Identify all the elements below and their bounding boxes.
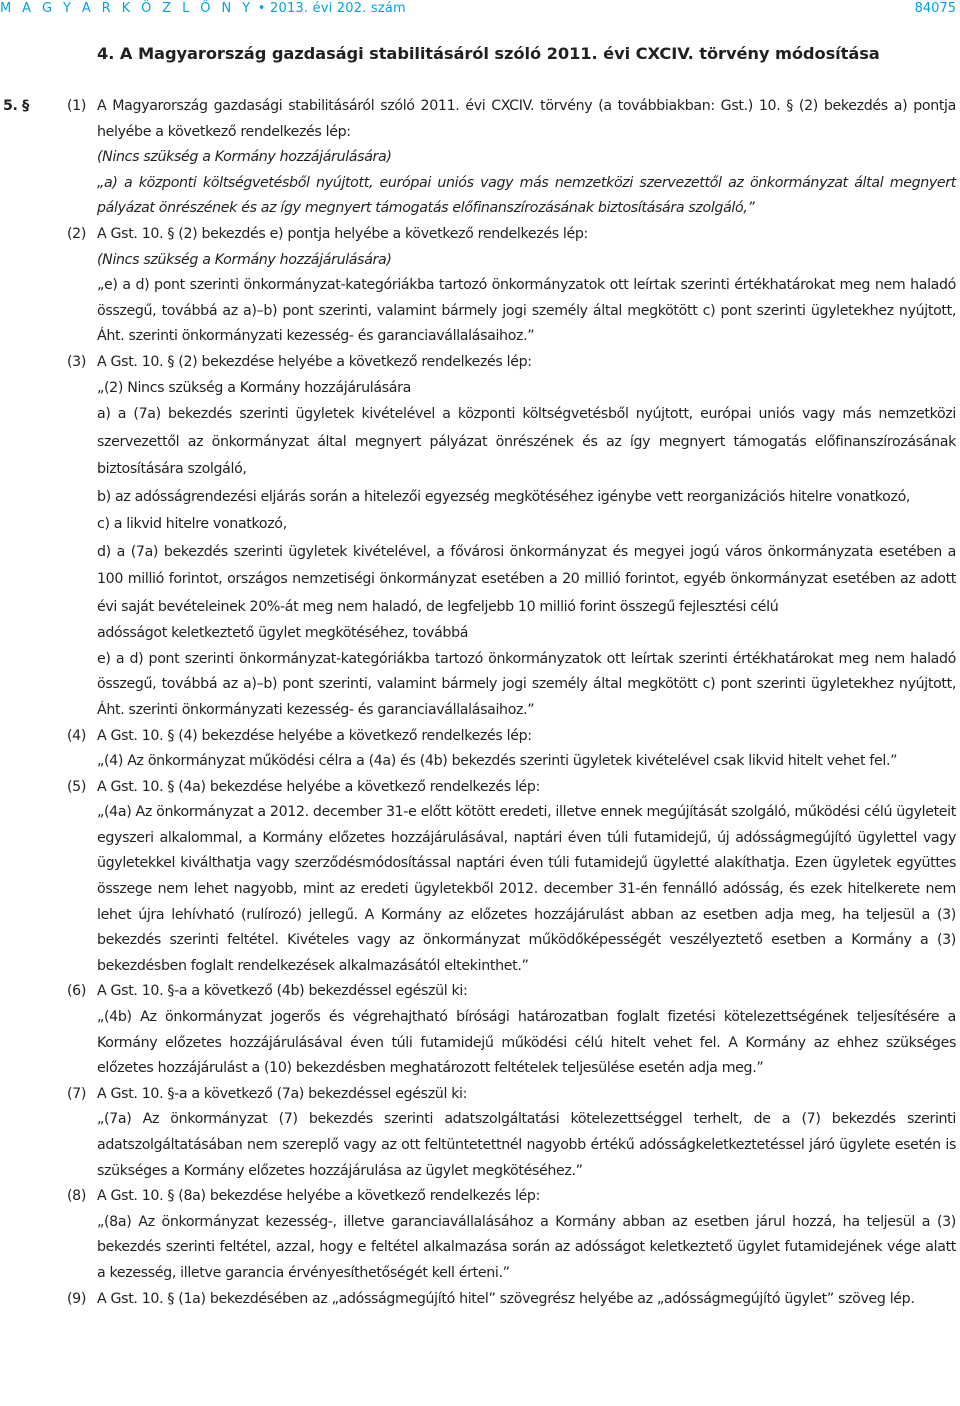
header-publication-info xyxy=(0,1,406,16)
provision-item-c: c) a likvid hitelre vonatkozó, xyxy=(97,516,287,533)
document-body xyxy=(0,94,960,1312)
paragraph-7 xyxy=(0,1082,960,1108)
provision-item-d: d) a (7a) bekezdés szerinti ügyletek kivételével, a fővárosi önkormányzat és megyei jogú város önkormányzata esetében a 100 millió forintot, országos nemzetiségi önkormányzat esetében a 20 millió forintot, egyéb önkormányzat esetében az adott évi saját bevételeinek 20%-át meg nem haladó, de legfeljebb 10 millió forint összegű fejlesztési célú xyxy=(97,543,956,615)
paragraph-number: (9) xyxy=(67,1290,87,1307)
paragraph-number: (7) xyxy=(67,1085,87,1102)
provision-heading: (Nincs szükség a Kormány hozzájárulására) xyxy=(97,149,392,166)
provision-item-e: e) a d) pont szerinti önkormányzat-kategóriákba tartozó önkormányzatok ott leírtak szerinti értékhatárokat meg nem haladó összegű, továbbá az a)–b) pont szerinti, valamint bármely jogi személy által megkötött c) pont szerinti ügyletekhez nyújtott, Áht. szerinti önkormányzati kezesség- és garanciavállalásaihoz.” xyxy=(97,650,956,718)
provision-text: „a) a központi költségvetésből nyújtott, európai uniós vagy más nemzetközi szervezettől az önkormányzat által megnyert pályázat önrészének és az így megnyert támogatás előfinanszírozásának biztosítására szolgáló,” xyxy=(97,174,956,217)
provision-text: „(4) Az önkormányzat működési célra a (4a) és (4b) bekezdés szerinti ügyletek kivételével csak likvid hitelt vehet fel.” xyxy=(97,753,898,770)
chapter-title: 4. A Magyarország gazdasági stabilitásáról szóló 2011. évi CXCIV. törvény módosítása xyxy=(97,44,880,63)
paragraph-number: (6) xyxy=(67,983,87,1000)
paragraph-intro: A Gst. 10. § (8a) bekezdése helyébe a következő rendelkezés lép: xyxy=(97,1188,541,1205)
paragraph-text: A Gst. 10. § (1a) bekezdésében az „adósságmegújító hitel” szövegrész helyébe az „adósságmegújító ügylet” szöveg lép. xyxy=(97,1290,915,1307)
paragraph-intro: A Gst. 10. §-a a következő (7a) bekezdéssel egészül ki: xyxy=(97,1085,468,1102)
paragraph-intro: A Gst. 10. § (4a) bekezdése helyébe a következő rendelkezés lép: xyxy=(97,778,541,795)
provision-item-b: b) az adósságrendezési eljárás során a hitelezői egyezség megkötéséhez igénybe vett reorganizációs hitelre vonatkozó, xyxy=(97,488,911,505)
provision-item-a: a) a (7a) bekezdés szerinti ügyletek kivételével a központi költségvetésből nyújtott, európai uniós vagy más nemzetközi szervezettől az önkormányzat által megnyert pályázat önrészének és az így megnyert támogatás előfinanszírozásának biztosítására szolgáló, xyxy=(97,406,956,478)
page-number: 84075 xyxy=(914,1,956,16)
paragraph-8 xyxy=(0,1184,960,1210)
provision-text: „(4a) Az önkormányzat a 2012. december 31-e előtt kötött eredeti, illetve ennek megújítását szolgáló, működési célú ügyleteit egyszeri alkalommal, a Kormány előzetes hozzájárulásával, naptári éven túli futamidejű, új adósságmegújító ügylettel vagy ügyletekkel kiválthatja vagy szerződésmódosítással naptári éven túli futamidejű ügyletté alakíthatja. Ezen ügyletek együttes összege nem lehet nagyobb, mint az eredeti ügyletekből 2012. december 31-én fennálló adósság, és ezek hitelkerete nem lehet újra lehívható (rulírozó) jellegű. A Kormány az előzetes hozzájárulást abban az esetben adja meg, ha teljesül a (3) bekezdés szerinti feltétel. Kivételes vagy az önkormányzat működőképességét veszélyeztető esetben a Kormány a (3) bekezdésben foglalt rendelkezések alkalmazásától eltekinthet.” xyxy=(97,804,956,974)
paragraph-number: (2) xyxy=(67,225,87,242)
section-number: 5. § xyxy=(3,98,29,114)
provision-text: „e) a d) pont szerinti önkormányzat-kategóriákba tartozó önkormányzatok ott leírtak szerinti értékhatárokat meg nem haladó összegű, továbbá az a)–b) pont szerinti, valamint bármely jogi személy által megkötött c) pont szerinti ügyletekhez nyújtott, Áht. szerinti önkormányzati kezesség- és garanciavállalásaihoz.” xyxy=(97,277,956,345)
paragraph-4 xyxy=(0,724,960,750)
paragraph-intro: A Magyarország gazdasági stabilitásáról szóló 2011. évi CXCIV. törvény (a továbbiakban: Gst.) 10. § (2) bekezdés a) pontja helyébe a következő rendelkezés lép: xyxy=(97,98,956,140)
paragraph-intro: A Gst. 10. § (4) bekezdése helyébe a következő rendelkezés lép: xyxy=(97,727,532,744)
paragraph-number: (3) xyxy=(67,353,87,370)
provision-item-d-continuation: adósságot keletkeztető ügylet megkötéséhez, továbbá xyxy=(97,625,469,642)
page-header xyxy=(0,0,960,24)
provision-heading: „(2) Nincs szükség a Kormány hozzájárulására xyxy=(97,379,411,396)
paragraph-number: (5) xyxy=(67,778,87,795)
issue-info: 2013. évi 202. szám xyxy=(270,1,406,16)
paragraph-5 xyxy=(0,775,960,801)
provision-heading: (Nincs szükség a Kormány hozzájárulására) xyxy=(97,251,392,268)
provision-text: „(8a) Az önkormányzat kezesség-, illetve garanciavállalásához a Kormány abban az esetben járul hozzá, ha teljesül a (3) bekezdés szerinti feltétel, azzal, hogy e feltétel alkalmazása során az adósságot keletkeztető ügylet futamidejének vége alatt a kezesség, illetve garancia érvényesíthetőségét kell érteni.” xyxy=(97,1213,956,1281)
paragraph-2 xyxy=(0,222,960,248)
paragraph-intro: A Gst. 10. § (2) bekezdés e) pontja helyébe a következő rendelkezés lép: xyxy=(97,225,588,242)
paragraph-intro: A Gst. 10. §-a a következő (4b) bekezdéssel egészül ki: xyxy=(97,983,468,1000)
header-bullet: • xyxy=(257,1,266,16)
paragraph-number: (1) xyxy=(67,98,87,114)
paragraph-1 xyxy=(0,94,960,145)
provision-text: „(7a) Az önkormányzat (7) bekezdés szerinti adatszolgáltatási kötelezettséggel terhelt, de a (7) bekezdés szerinti adatszolgáltatásában nem szereplő vagy az ott feltüntetettnél nagyobb értékű adósságkeletkeztetéssel járó ügylete esetén is szükséges a Kormány előzetes hozzájárulása az ügylet megkötéséhez.” xyxy=(97,1111,956,1179)
publication-name: M A G Y A R K Ö Z L Ö N Y xyxy=(0,1,254,16)
paragraph-9 xyxy=(0,1287,960,1313)
provision-text: „(4b) Az önkormányzat jogerős és végrehajtható bírósági határozatban foglalt fizetési kötelezettségének teljesítésére a Kormány előzetes hozzájárulásával éven túli futamidejű működési célú hitelt vehet fel. A Kormány az ehhez szükséges előzetes hozzájárulást a (10) bekezdésben meghatározott feltételek teljesülése esetén adja meg.” xyxy=(97,1009,956,1077)
paragraph-6 xyxy=(0,979,960,1005)
paragraph-3 xyxy=(0,350,960,376)
paragraph-number: (4) xyxy=(67,727,87,744)
paragraph-number: (8) xyxy=(67,1188,87,1205)
paragraph-intro: A Gst. 10. § (2) bekezdése helyébe a következő rendelkezés lép: xyxy=(97,353,532,370)
